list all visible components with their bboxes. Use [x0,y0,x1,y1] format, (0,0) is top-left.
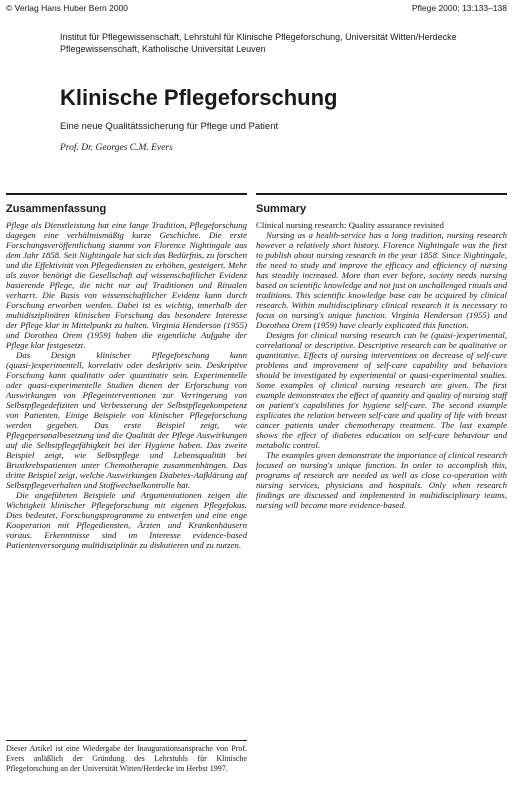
summary-lead: Clinical nursing research: Quality assurance revisited [256,220,444,230]
author: Prof. Dr. Georges C.M. Evers [60,143,173,153]
article-title: Klinische Pflegeforschung [60,85,338,110]
affiliation: Institut für Pflegewissenschaft, Lehrstuhl für Klinische Pflegeforschung, Universität Witten/Herdecke Pflegewissenschaft, Katholische Universität Leuven [60,32,457,54]
summary-heading: Summary [256,203,307,215]
footnote-rule [6,740,247,741]
running-head [6,3,507,17]
zusammenfassung-paragraph: Das Design klinischer Pflegeforschung kann (quasi-)experimentell, korrelativ oder deskriptiv sein. Deskriptive Forschung kann qualitativ oder quantitativ sein. Experimentelle oder quasi-experimentelle Studien dienen der Erforschung von Auswirkungen von Pflegeinterventionen zur Verringerung von Selbstpflegedefiziten und Verbesserung der Selbstpflegekompetenz von Patienten. Einige Beispiele von klinischer Pflegeforschung werden gegeben. Das erste Beispiel zeigt, wie Pflegepersonalbesetzung und die Qualität der Pflege Auswirkungen auf die Selbstpflegefähigkeit bei der Hygiene haben. Das zweite Beispiel zeigt, wie Selbstpflege und Lebensqualität bei Brustkrebspatienten unter Chemotherapie zusammenhängen. Das dritte Beispiel zeigt, welche Auswirkungen Diabetes-Aufklärung auf Selbstpflegeverhalten und Stoffwechselkontrolle hat. [6,350,247,490]
left-column-rule [6,193,247,195]
footnote: Dieser Artikel ist eine Wiedergabe der Inaugurationsansprache von Prof. Evers anläßlich der Gründung des Lehrstuhls für Klinische Pflegeforschung an der Universität Witten/Herdecke im Herbst 1997. [6,744,247,773]
summary-paragraph: The examples given demonstrate the importance of clinical research focused on nursing's unique function. In order to accomplish this, programs of research are needed as well as close co-operation with nursing services, physicians and hospitals. Only when research findings are discussed and implemented in multidisciplinary teams, nursing will become more evidence-based. [256,450,507,510]
zusammenfassung-paragraph: Die angeführten Beispiele und Argumentationen zeigen die Wichtigkeit klinischer Pflegeforschung mit eigenen Pflegefokus. Dies bedeutet, Forschungsprogramme zu entwerfen und eine enge Kooperation mit Pflegediensten, Ärzten und Krankenhäusern voraus. Erkenntnisse sind im Interesse evidence-based Patientenversorgung multidisziplinär zu diskutieren und zu nutzen. [6,490,247,550]
summary-paragraph: Designs for clinical nursing research can be (quasi-)experimental, correlational or descriptive. Descriptive research can be qualitative or quantitative. Effects of nursing interventions on decrease of self-care problems and improvement of self-care capability and behaviors should be investigated by experimental or quasi-experimental studies. Some examples of clinical nursing research are given. The first example demonstrates the effect of quantity and quality of nursing staff on patient's capabilities for hygiene self-care. The second example explicates the relation between self-care and quality of life with breast cancer patients under chemotherapy treatment. The last example shows the effect of diabetes education on self-care behaviour and metabolic control. [256,330,507,450]
zusammenfassung-heading: Zusammenfassung [6,203,107,215]
article-subtitle: Eine neue Qualitätssicherung für Pflege und Patient [60,121,279,132]
running-head-citation: Pflege 2000; 13:133–138 [411,3,507,13]
summary-body [256,220,507,510]
zusammenfassung-body [6,220,247,550]
zusammenfassung-paragraph: Pflege als Dienstleistung hat eine lange Tradition, Pflegeforschung dagegen eine verhältnismäßig kurze Geschichte. Die erste Forschungsveröffentlichung stammt von Florence Nightingale aus dem Jahr 1858. Seit Nightingale hat sich das Bedürfnis, zu forschen und die Effektivität von Pflegediensten zu erhöhen, gesteigert. Mehr als zuvor benötigt die Gesellschaft auf wissenschaftlicher Evidenz basierende Pflege, die nicht nur auf Traditionen und Ritualen verharrt. Die Basis von wissenschaftlicher Evidenz kann durch Forschung erworben werden. Dabei ist es wichtig, innerhalb der multidisziplinären klinischen Forschung das besondere Interesse der Pflege klar in Mittelpunkt zu halten. Virginia Henderson (1955) und Dorothea Orem (1959) haben die eigentliche Aufgabe der Pflege klar festgesetzt. [6,220,247,350]
running-head-copyright: © Verlag Hans Huber Bern 2000 [6,3,129,13]
summary-paragraph: Nursing as a health-service has a long tradition, nursing research however a relatively short history. Florence Nightingale was the first to publish about nursing research in the year 1858. Since Nightingale, the need to study and improve the efficacy and efficiency of nursing has steadily increased. More than ever before, society needs nursing based on scientific knowledge and not just on unchallenged rituals and traditions. This scientific knowledge base can be acquired by clinical research. Within multidisciplinary clinical research it is necessary to focus on nursing's unique function. Virginia Henderson (1955) and Dorothea Orem (1959) have clearly explicated this function. [256,230,507,330]
right-column-rule [256,193,507,195]
